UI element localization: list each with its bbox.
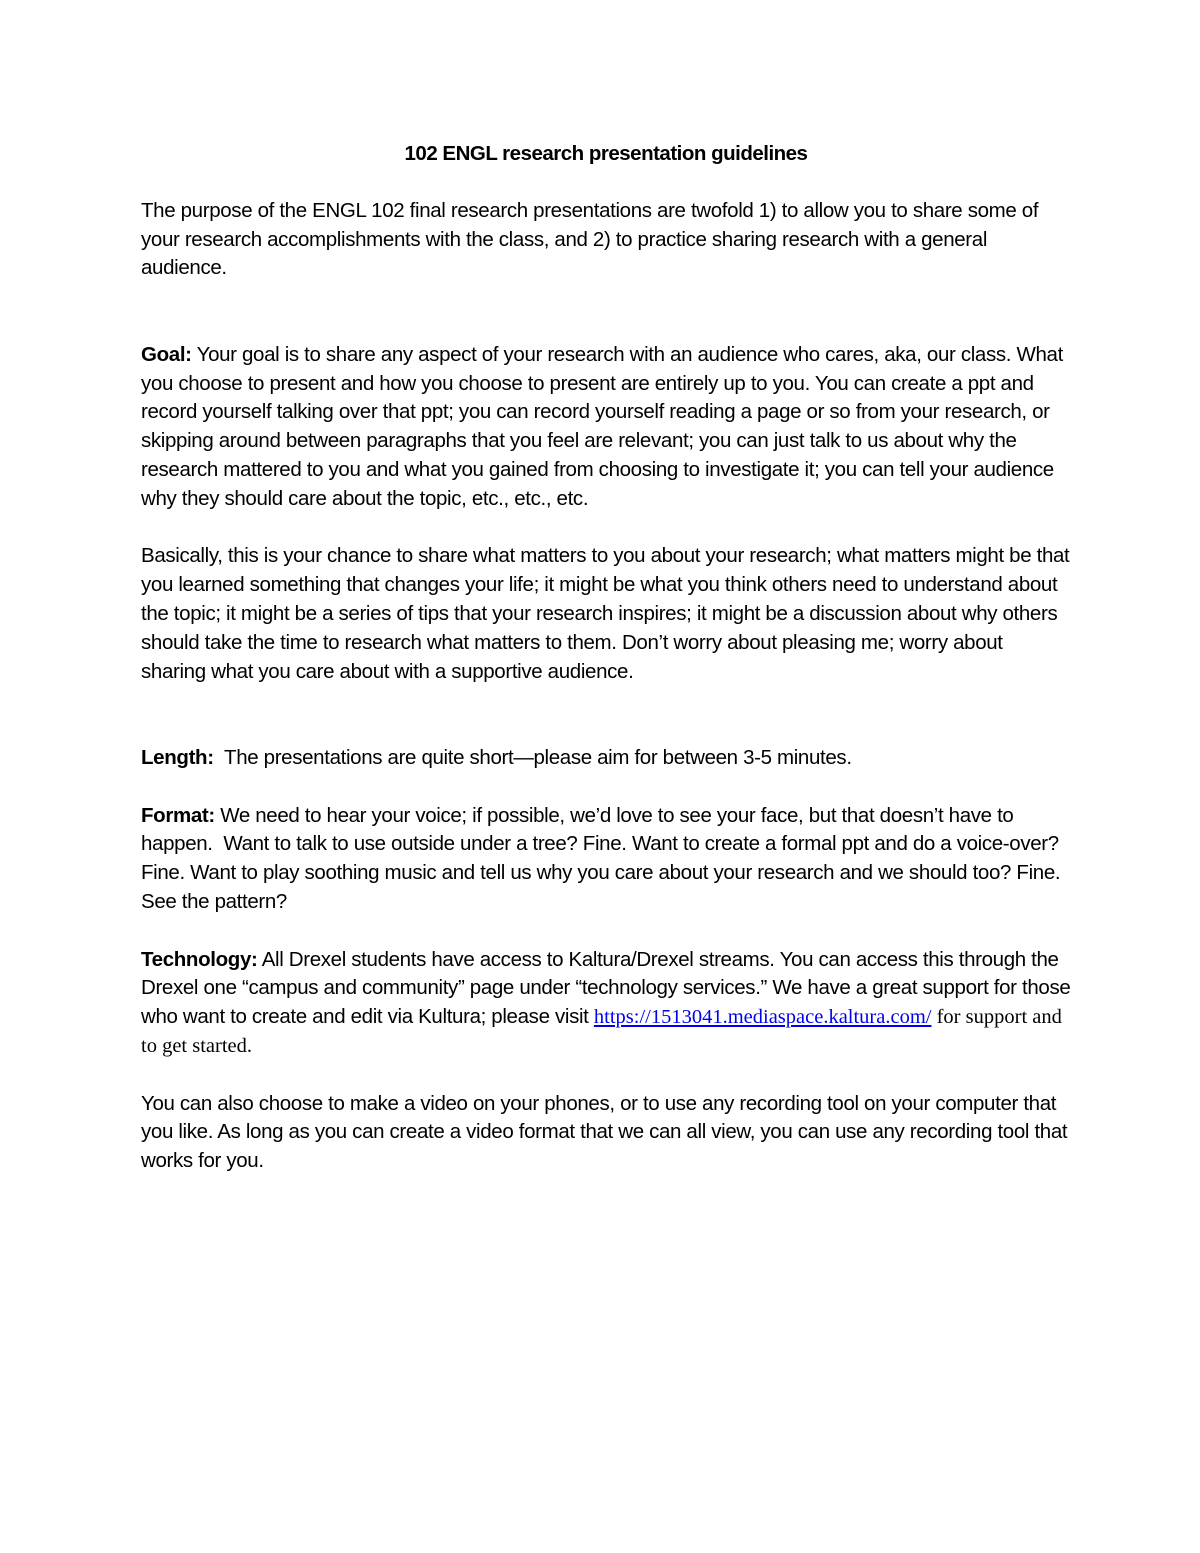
technology-text: All Drexel students have access to Kaltura/Drexel streams. You can access this through the Drexel one “campus and community” page under “technology services.” We have a great support for those who want to create and edit via Kultura; please visit [141,947,1071,1029]
intro-paragraph: The purpose of the ENGL 102 final research presentations are twofold 1) to allow you to share some of your research accomplishments with the class, and 2) to practice sharing research with a general audience. [141,198,1039,280]
basically-paragraph: Basically, this is your chance to share what matters to you about your research; what matters might be that you learned something that changes your life; it might be what you think others need to understand about the topic; it might be a series of tips that your research inspires; it might be a discussion about why others should take the time to research what matters to them. Don’t worry about pleasing me; worry about sharing what you care about with a supportive audience. [141,544,1070,683]
technology-label: Technology: [141,947,258,971]
document-title: 102 ENGL research presentation guidelines [404,142,808,165]
document-page [141,140,1071,1176]
goal-text: Your goal is to share any aspect of your research with an audience who cares, aka, our class. What you choose to present and how you choose to present are entirely up to you. You can create a ppt and record yourself talking over that ppt; you can record yourself reading a page or so from your research, or skipping around between paragraphs that you feel are relevant; you can just talk to us about why the research mattered to you and what you gained from choosing to investigate it; you can tell your audience why they should care about the topic, etc., etc., etc. [141,342,1063,510]
length-text: The presentations are quite short—please aim for between 3-5 minutes. [213,745,852,769]
technology-paragraph [141,946,1071,1061]
goal-paragraph [141,341,1071,514]
length-label: Length: [141,745,214,769]
goal-label: Goal: [141,342,192,366]
kaltura-link[interactable]: https://1513041.mediaspace.kaltura.com/ [593,1006,932,1029]
format-label: Format: [141,803,215,827]
format-paragraph [141,802,1071,917]
closing-paragraph: You can also choose to make a video on your phones, or to use any recording tool on your computer that you like. As long as you can create a video format that we can all view, you can use any recording tool that works for you. [141,1091,1068,1173]
format-text: We need to hear your voice; if possible, we’d love to see your face, but that doesn’t have to happen. Want to talk to use outside under a tree? Fine. Want to create a formal ppt and do a voice-over? Fine. Want to play soothing music and tell us why you care about your research and we should too? Fine. See the pattern? [141,803,1066,913]
length-paragraph [141,744,1071,773]
technology-after-link: for support and to get started. [141,1006,1062,1057]
